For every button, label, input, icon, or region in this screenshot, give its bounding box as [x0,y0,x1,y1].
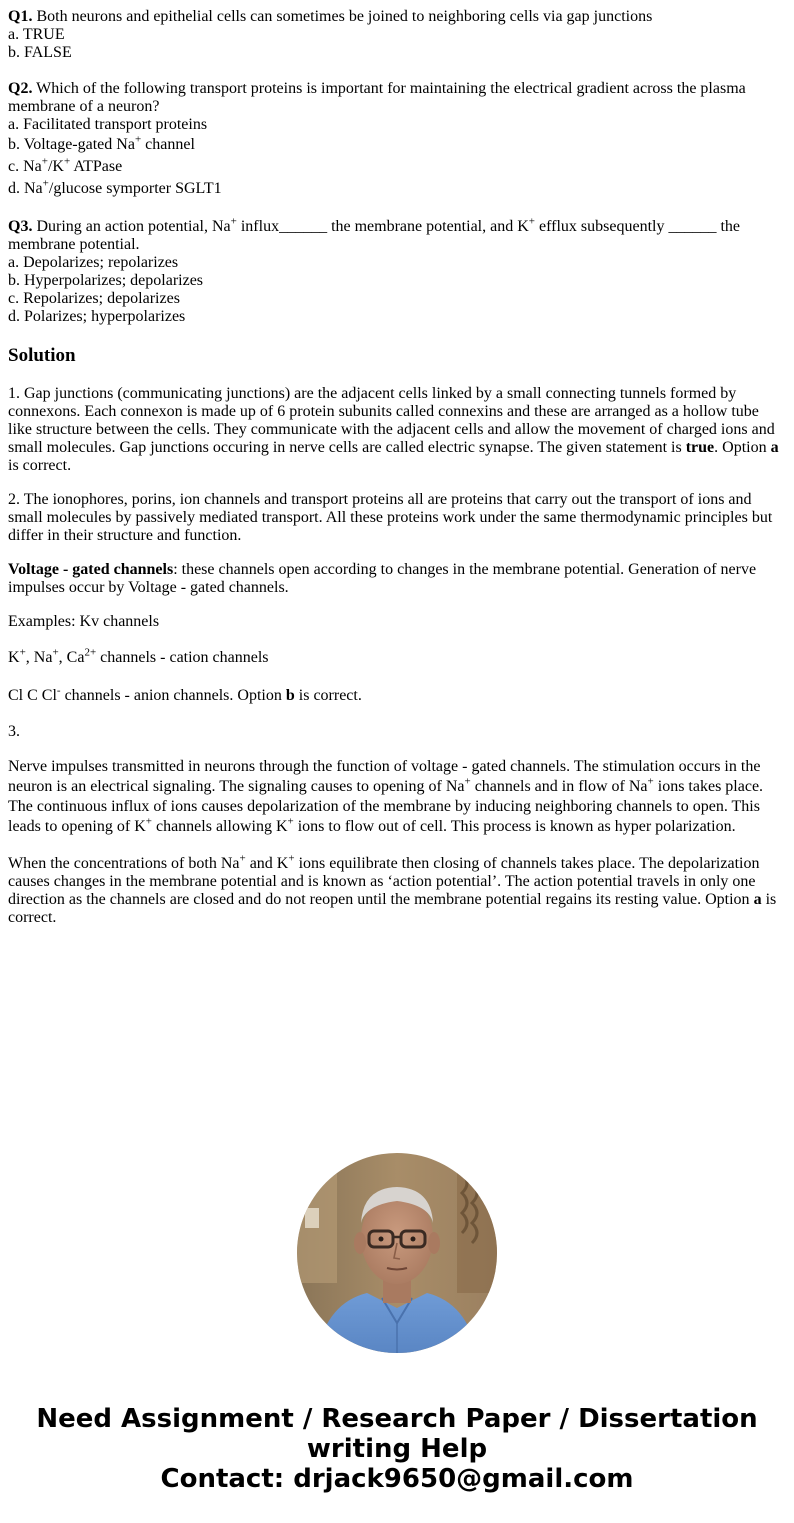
paragraph-text: channels - anion channels. Option [60,687,286,704]
ion-text: K [8,649,20,666]
question-2-option-c [8,156,786,178]
author-photo-illustration [297,1153,497,1353]
question-3-text: During an action potential, Na [32,218,231,235]
option-c-text-end: ATPase [70,158,123,175]
solution-paragraph-5 [8,647,786,669]
promo-contact: Contact: drjack9650@gmail.com [160,1464,634,1494]
document [8,8,786,943]
solution-paragraph-1 [8,385,786,475]
superscript: + [42,177,49,190]
paragraph-text: Nerve impulses transmitted in neurons through the function of voltage - gated channels. The stimulation occurs in the neuron is an electrical signaling. The signaling causes to opening of Na [8,758,761,795]
paragraph-text: channels and in flow of Na [470,778,648,795]
bold-answer: true [685,439,715,456]
question-3-option-c: c. Repolarizes; depolarizes [8,290,180,307]
option-d-text-end: /glucose symporter SGLT1 [48,180,222,197]
solution-heading: Solution [8,345,76,366]
paragraph-text: channels - cation channels [96,649,269,666]
paragraph-text: is correct. [294,687,362,704]
question-1-label: Q1. [8,8,33,25]
promo-line-2: writing Help [306,1434,488,1464]
superscript: + [63,155,71,168]
paragraph-text: ions to flow out of cell. This process is known as hyper polarization. [293,818,736,835]
superscript: + [134,133,142,146]
question-3-option-d: d. Polarizes; hyperpolarizes [8,308,186,325]
ion-text: , Na [25,649,53,666]
option-d-text: d. Na [8,180,43,197]
question-2-option-b [8,134,786,156]
option-c-text: c. Na [8,158,42,175]
author-photo [297,1153,497,1353]
solution-paragraph-6 [8,685,786,707]
question-2-text: Which of the following transport proteins is important for maintaining the electrical gradient across the plasma membrane of a neuron? [8,80,746,115]
paragraph-text: When the concentrations of both Na [8,855,240,872]
question-2-label: Q2. [8,80,33,97]
paragraph-text: ions equilibrate then closing of channels takes place. The depolarization causes changes in the membrane potential and is known as ‘action potential’. The action potential travels in only one direction as the channels are closed and do not reopen until the membrane potential regains its resting value. Option [8,855,760,908]
question-1-text: Both neurons and epithelial cells can sometimes be joined to neighboring cells via gap junctions [32,8,653,25]
superscript: + [287,815,294,828]
superscript: 2+ [84,646,97,659]
paragraph-text: channels allowing K [151,818,288,835]
superscript: + [52,646,59,659]
question-2-option-d [8,178,786,200]
paragraph-text: 1. Gap junctions (communicating junctions) are the adjacent cells linked by a small connecting tunnels formed by connexons. Each connexon is made up of 6 protein subunits called connexins and these are arranged as a hollow tube like structure between the cells. They communicate with the adjacent cells and allow the movement of charged ions and small molecules. Gap junctions occuring in nerve cells are called electric synapse. The given statement is [8,385,775,456]
bold-option: a [770,439,779,456]
option-c-text-mid: /K [47,158,64,175]
question-1-stem [8,8,786,26]
bold-option: a [753,891,762,908]
solution-paragraph-9 [8,853,786,927]
question-3-text-3: efflux subsequently ______ the membrane potential. [8,218,741,253]
question-2-stem [8,80,786,116]
question-3-label: Q3. [8,218,33,235]
question-3 [8,215,786,326]
question-3-stem [8,215,786,254]
superscript: + [288,852,295,865]
question-3-text-2: influx______ the membrane potential, and K [236,218,529,235]
option-b-text: b. Voltage-gated Na [8,136,135,153]
ion-text: , Ca [58,649,85,666]
paragraph-text: . Option [714,439,771,456]
solution-paragraph-8 [8,757,786,837]
superscript: + [41,155,48,168]
paragraph-text: and K [245,855,289,872]
superscript: + [647,775,654,788]
promo-footer [0,1404,794,1494]
paragraph-text: ions takes place. The continuous influx of ions causes depolarization of the membrane by inducing neighboring channels to open. This leads to opening of K [8,778,764,835]
paragraph-text: : these channels open according to changes in the membrane potential. Generation of nerve impulses occur by Voltage - gated channels. [8,561,757,596]
solution-paragraph-2: 2. The ionophores, porins, ion channels and transport proteins all are proteins that carry out the transport of ions and small molecules by passively mediated transport. All these proteins work under the same thermodynamic principles but differ in their structure and function. [8,491,773,544]
question-3-option-b: b. Hyperpolarizes; depolarizes [8,272,204,289]
question-2 [8,80,786,200]
question-1-option-b: b. FALSE [8,44,72,61]
superscript: + [230,215,237,228]
question-1-option-a: a. TRUE [8,26,65,43]
promo-line-1: Need Assignment / Research Paper / Dissertation [36,1404,758,1434]
solution-paragraph-4: Examples: Kv channels [8,613,160,630]
question-2-option-a: a. Facilitated transport proteins [8,116,208,133]
question-1 [8,8,786,62]
superscript: + [528,215,535,228]
option-b-text-end: channel [141,136,195,153]
bold-term: Voltage - gated channels [8,561,174,578]
bold-option: b [285,687,295,704]
paragraph-text: is correct. [8,457,72,474]
solution-paragraph-7: 3. [8,723,20,740]
paragraph-text: is correct. [8,891,777,926]
ion-text: Cl C Cl [8,687,57,704]
superscript: + [464,775,471,788]
question-3-option-a: a. Depolarizes; repolarizes [8,254,179,271]
superscript: + [145,815,152,828]
solution-paragraph-3 [8,561,786,597]
superscript: - [56,684,61,697]
superscript: + [19,646,26,659]
superscript: + [239,852,246,865]
